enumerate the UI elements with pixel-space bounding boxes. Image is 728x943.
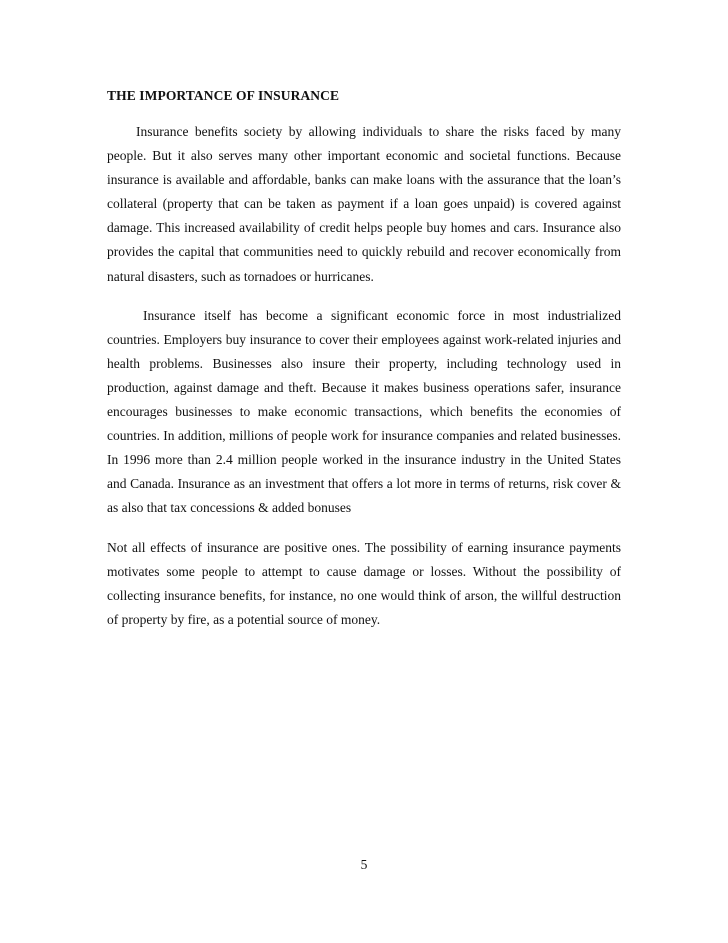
page-title: THE IMPORTANCE OF INSURANCE xyxy=(107,88,340,103)
page-number: 5 xyxy=(360,857,368,872)
paragraph-1: Insurance benefits society by allowing individuals to share the risks faced by many people. But it also serves many other important economic and societal functions. Because insurance is available and affordable, banks can make loans with the assurance that the loan’s collateral (property that can be taken as payment if a loan goes unpaid) is covered against damage. This increased availability of credit helps people buy homes and cars. Insurance also provides the capital that communities need to quickly rebuild and recover economically from natural disasters, such as tornadoes or hurricanes. xyxy=(107,124,621,284)
paragraph-2: Insurance itself has become a significant economic force in most industrialized countries. Employers buy insurance to cover their employees against work-related injuries and health problems. Businesses also insure their property, including technology used in production, against damage and theft. Because it makes business operations safer, insurance encourages businesses to make economic transactions, which benefits the economies of countries. In addition, millions of people work for insurance companies and related businesses. In 1996 more than 2.4 million people worked in the insurance industry in the United States and Canada. Insurance as an investment that offers a lot more in terms of returns, risk cover & as also that tax concessions & added bonuses xyxy=(107,307,621,516)
paragraph-3: Not all effects of insurance are positive ones. The possibility of earning insurance payments motivates some people to attempt to cause damage or losses. Without the possibility of collecting insurance benefits, for instance, no one would think of arson, the willful destruction of property by fire, as a potential source of money. xyxy=(107,539,621,627)
page-content xyxy=(107,86,621,647)
